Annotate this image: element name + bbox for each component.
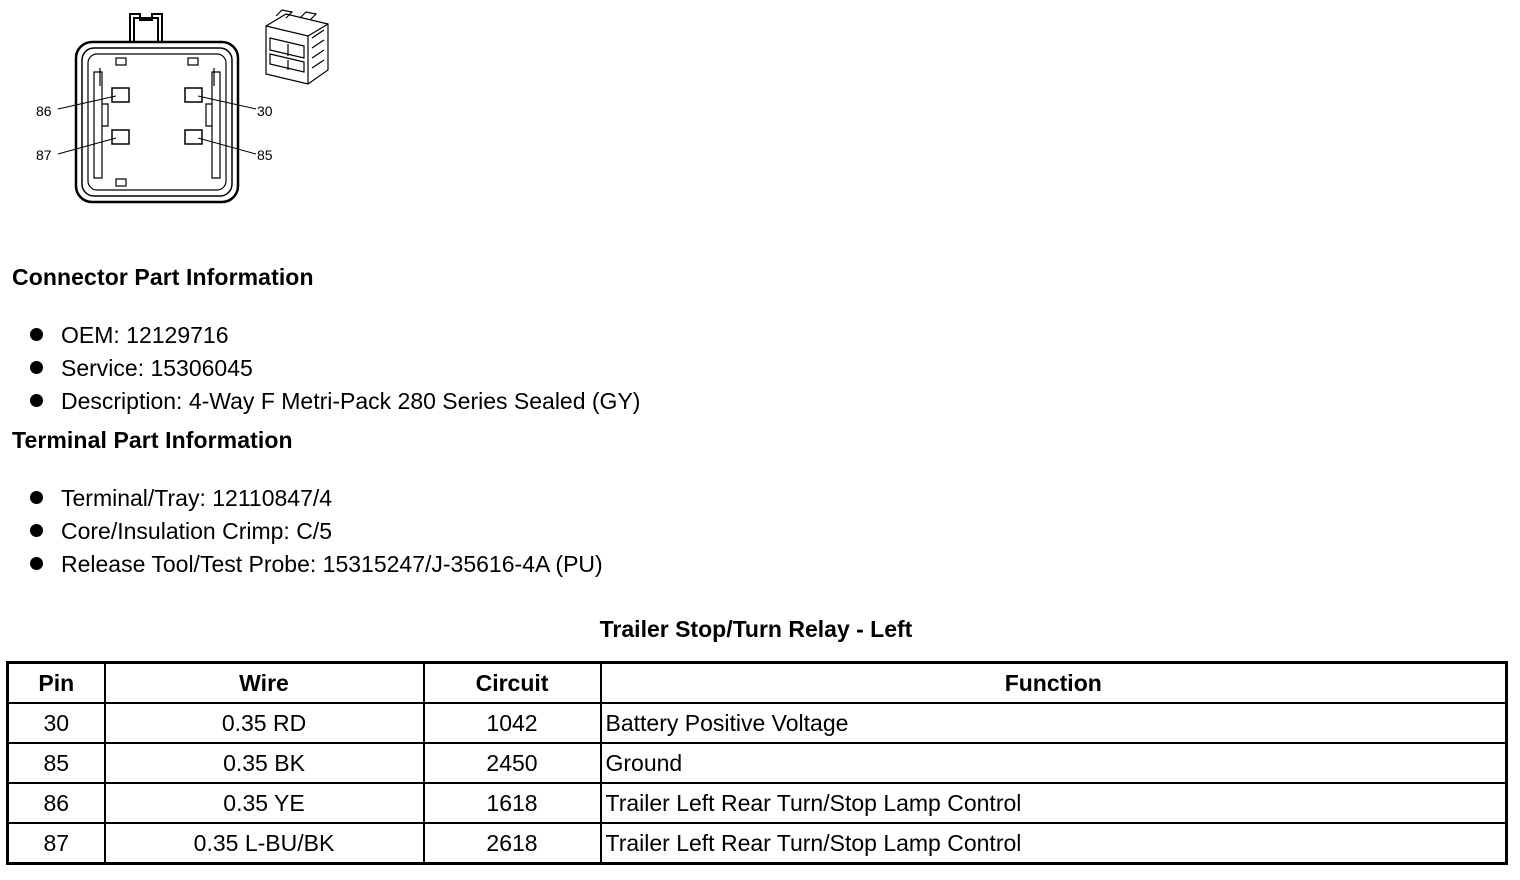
cell-function: Trailer Left Rear Turn/Stop Lamp Control <box>601 823 1507 864</box>
list-item <box>30 547 603 580</box>
bullet-icon <box>30 557 43 570</box>
bullet-icon <box>30 524 43 537</box>
pin-label-86: 86 <box>36 103 52 119</box>
cell-pin: 85 <box>8 743 105 783</box>
connector-info-list <box>30 318 640 417</box>
bullet-icon <box>30 491 43 504</box>
table-row <box>8 823 1507 864</box>
table-title: Trailer Stop/Turn Relay - Left <box>599 616 913 642</box>
cell-circuit: 1618 <box>424 783 601 823</box>
header-wire: Wire <box>105 663 424 704</box>
list-item <box>30 384 640 417</box>
table-row <box>8 703 1507 743</box>
cell-function: Trailer Left Rear Turn/Stop Lamp Control <box>601 783 1507 823</box>
pin-label-85: 85 <box>257 147 273 163</box>
cell-wire: 0.35 L-BU/BK <box>105 823 424 864</box>
cell-pin: 30 <box>8 703 105 743</box>
list-item <box>30 318 640 351</box>
terminal-tray: Terminal/Tray: 12110847/4 <box>61 484 333 511</box>
cell-pin: 87 <box>8 823 105 864</box>
connector-latch <box>130 14 162 44</box>
pinout-table <box>6 661 1508 865</box>
cavity-85 <box>185 130 202 144</box>
connector-description: Description: 4-Way F Metri-Pack 280 Series Sealed (GY) <box>61 387 641 414</box>
cell-wire: 0.35 RD <box>105 703 424 743</box>
pin-label-30: 30 <box>257 103 273 119</box>
cavity-87 <box>112 130 129 144</box>
header-pin: Pin <box>8 663 105 704</box>
header-function: Function <box>601 663 1507 704</box>
terminal-release-tool: Release Tool/Test Probe: 15315247/J-35616-4A (PU) <box>61 550 603 577</box>
list-item <box>30 481 603 514</box>
connector-oem: OEM: 12129716 <box>61 321 229 348</box>
connector-face-diagram <box>30 8 350 208</box>
list-item <box>30 351 640 384</box>
cell-circuit: 2450 <box>424 743 601 783</box>
header-circuit: Circuit <box>424 663 601 704</box>
table-row <box>8 743 1507 783</box>
cell-circuit: 1042 <box>424 703 601 743</box>
pin-label-87: 87 <box>36 147 52 163</box>
cell-wire: 0.35 BK <box>105 743 424 783</box>
bullet-icon <box>30 394 43 407</box>
connector-service: Service: 15306045 <box>61 354 253 381</box>
cavity-86 <box>112 88 129 102</box>
terminal-crimp: Core/Insulation Crimp: C/5 <box>61 517 332 544</box>
connector-isometric-icon <box>266 10 328 84</box>
table-row <box>8 783 1507 823</box>
terminal-info-heading: Terminal Part Information <box>12 427 293 453</box>
cell-function: Battery Positive Voltage <box>601 703 1507 743</box>
terminal-info-list <box>30 481 603 580</box>
cell-function: Ground <box>601 743 1507 783</box>
cavity-30 <box>185 88 202 102</box>
cell-wire: 0.35 YE <box>105 783 424 823</box>
list-item <box>30 514 603 547</box>
bullet-icon <box>30 361 43 374</box>
cell-circuit: 2618 <box>424 823 601 864</box>
bullet-icon <box>30 328 43 341</box>
cell-pin: 86 <box>8 783 105 823</box>
table-header-row <box>8 663 1507 704</box>
connector-info-heading: Connector Part Information <box>12 264 314 290</box>
